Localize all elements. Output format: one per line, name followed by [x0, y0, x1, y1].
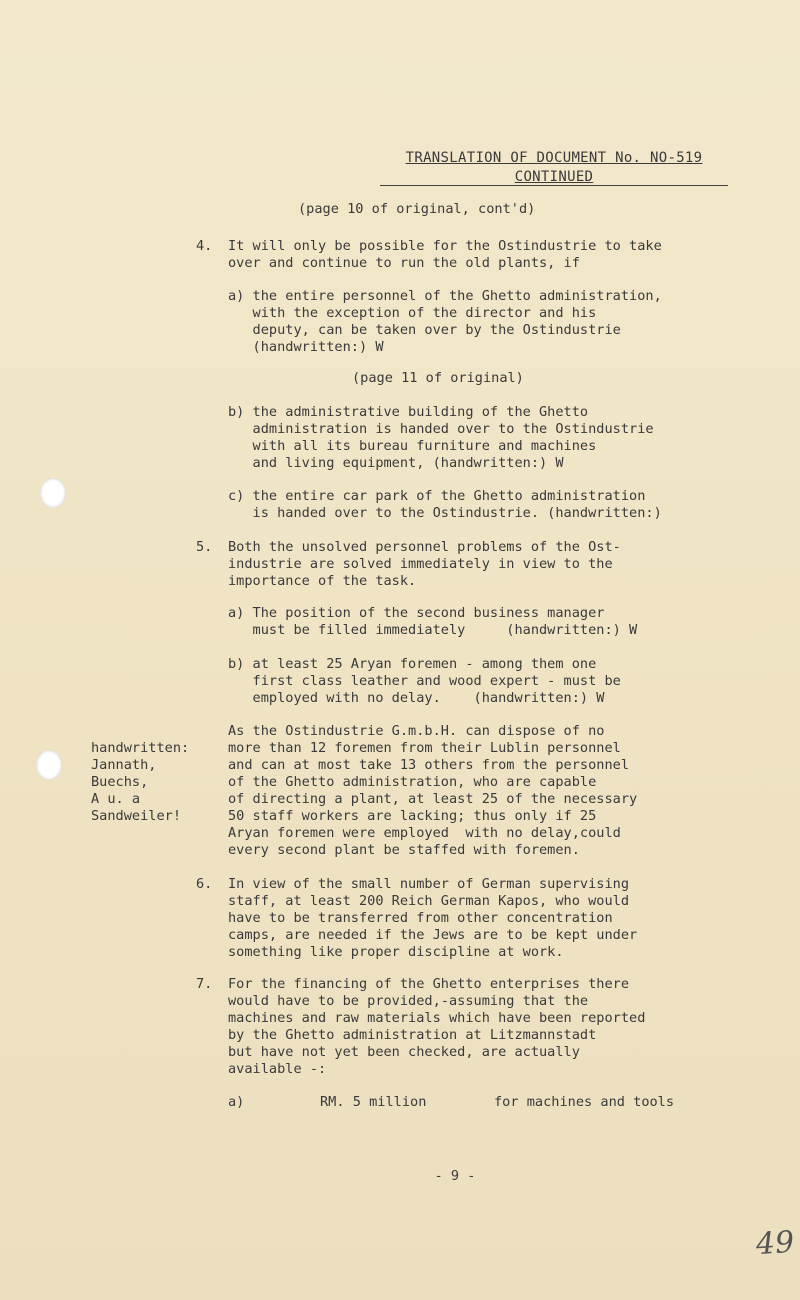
title-rule — [380, 185, 728, 186]
margin-note-line: Sandweiler! — [91, 808, 182, 824]
margin-note-line: handwritten: — [91, 740, 190, 756]
paragraph-line: more than 12 foremen from their Lublin personnel — [228, 740, 621, 756]
paragraph-line: industrie are solved immediately in view to the — [228, 556, 613, 572]
paragraph-line: a) The position of the second business manager — [228, 605, 605, 621]
document-subtitle: CONTINUED — [514, 169, 594, 185]
paragraph-line: camps, are needed if the Jews are to be kept under — [228, 927, 638, 943]
paragraph-line: of directing a plant, at least 25 of the necessary — [228, 791, 638, 807]
paragraph-line: deputy, can be taken over by the Ostindustrie — [228, 322, 621, 338]
paragraph-line: employed with no delay. (handwritten:) W — [228, 690, 605, 706]
paragraph-line: Aryan foremen were employed with no delay,could — [228, 825, 621, 841]
paragraph-line: administration is handed over to the Ostindustrie — [228, 421, 654, 437]
paragraph-line: a) the entire personnel of the Ghetto administration, — [228, 288, 662, 304]
page-note: (page 11 of original) — [352, 370, 524, 386]
margin-note-line: Jannath, — [91, 757, 157, 773]
folio-number: 49 — [754, 1224, 796, 1263]
paragraph-line: with the exception of the director and his — [228, 305, 597, 321]
paragraph-line: and living equipment, (handwritten:) W — [228, 455, 564, 471]
paragraph-line: It will only be possible for the Ostindustrie to take — [228, 238, 662, 254]
paragraph-line: something like proper discipline at work. — [228, 944, 564, 960]
paragraph-line: have to be transferred from other concentration — [228, 910, 613, 926]
paragraph-line: and can at most take 13 others from the personnel — [228, 757, 630, 773]
paragraph-line: importance of the task. — [228, 573, 417, 589]
list-label: a) — [228, 1094, 245, 1110]
paragraph-line: of the Ghetto administration, who are capable — [228, 774, 597, 790]
margin-note-line: Buechs, — [91, 774, 149, 790]
paragraph-line: b) at least 25 Aryan foremen - among them one — [228, 656, 597, 672]
paragraph-line: machines and raw materials which have been reported — [228, 1010, 646, 1026]
item-number: 7. — [196, 976, 213, 992]
paragraph-line: would have to be provided,-assuming that the — [228, 993, 589, 1009]
paragraph-line: staff, at least 200 Reich German Kapos, who would — [228, 893, 630, 909]
paragraph-line: Both the unsolved personnel problems of the Ost- — [228, 539, 621, 555]
paragraph-line: available -: — [228, 1061, 327, 1077]
page-number: - 9 - — [434, 1168, 476, 1184]
page-note: (page 10 of original, cont'd) — [298, 201, 536, 217]
paragraph-line: must be filled immediately (handwritten:) W — [228, 622, 638, 638]
margin-note-line: A u. a — [91, 791, 141, 807]
item-number: 6. — [196, 876, 213, 892]
paragraph-line: In view of the small number of German supervising — [228, 876, 630, 892]
paragraph-line: c) the entire car park of the Ghetto administration — [228, 488, 646, 504]
punch-hole — [36, 750, 62, 780]
paragraph-line: For the financing of the Ghetto enterprises there — [228, 976, 630, 992]
paragraph-line: every second plant be staffed with foremen. — [228, 842, 580, 858]
paragraph-line: by the Ghetto administration at Litzmannstadt — [228, 1027, 597, 1043]
paragraph-line: first class leather and wood expert - must be — [228, 673, 621, 689]
paragraph-line: for machines and tools — [494, 1094, 675, 1110]
item-number: 5. — [196, 539, 213, 555]
paragraph-line: with all its bureau furniture and machines — [228, 438, 597, 454]
item-number: 4. — [196, 238, 213, 254]
paragraph-line: (handwritten:) W — [228, 339, 384, 355]
paragraph-line: over and continue to run the old plants, if — [228, 255, 580, 271]
paragraph-line: 50 staff workers are lacking; thus only if 25 — [228, 808, 597, 824]
amount: RM. 5 million — [320, 1094, 427, 1110]
paragraph-line: is handed over to the Ostindustrie. (handwritten:) — [228, 505, 662, 521]
punch-hole — [40, 478, 66, 508]
paragraph-line: but have not yet been checked, are actually — [228, 1044, 580, 1060]
paragraph-line: b) the administrative building of the Ghetto — [228, 404, 589, 420]
paragraph-line: As the Ostindustrie G.m.b.H. can dispose of no — [228, 723, 605, 739]
document-title: TRANSLATION OF DOCUMENT No. NO-519 — [405, 150, 703, 166]
